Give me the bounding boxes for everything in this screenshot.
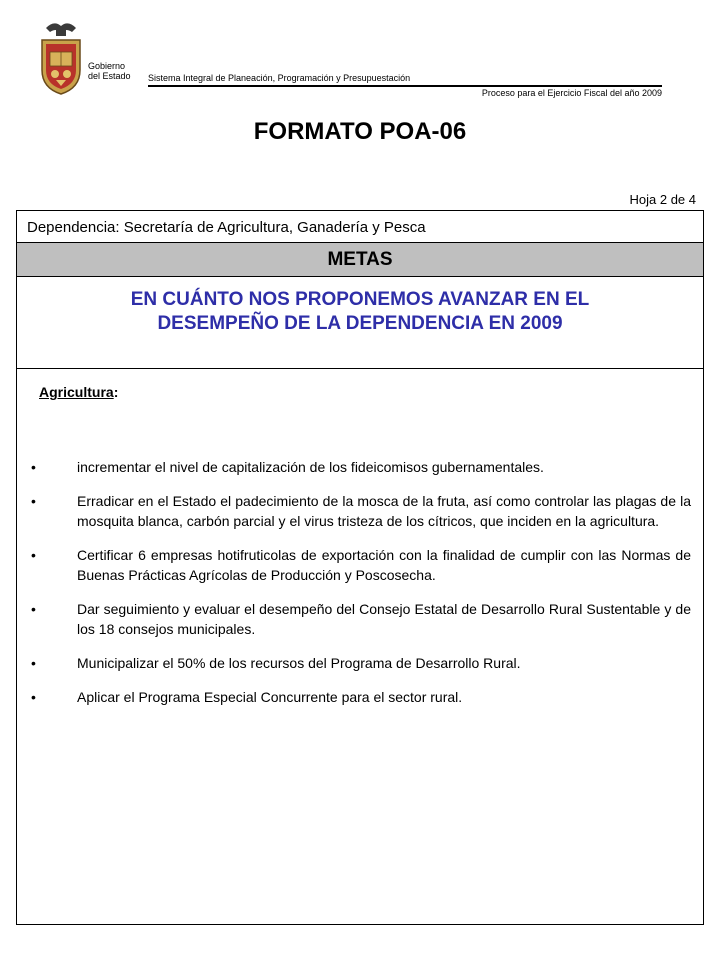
system-title: Sistema Integral de Planeación, Programación y Presupuestación (148, 73, 411, 83)
list-item-text: Certificar 6 empresas hotifruticolas de exportación con la finalidad de cumplir con las Normas de Buenas Prácticas Agrícolas de Producción y Poscosecha. (77, 547, 691, 583)
page-indicator: Hoja 2 de 4 (629, 192, 696, 207)
goals-list (29, 457, 691, 721)
list-item-text: incrementar el nivel de capitalización de los fideicomisos gubernamentales. (77, 459, 544, 475)
subtitle-line-1: EN CUÁNTO NOS PROPONEMOS AVANZAR EN EL (130, 289, 590, 310)
government-label (88, 61, 131, 81)
section-label-text: Agricultura (39, 384, 114, 400)
subtitle-line-2: DESEMPEÑO DE LA DEPENDENCIA EN 2009 (157, 313, 563, 334)
bullet-icon: • (31, 493, 36, 509)
list-item-text: Aplicar el Programa Especial Concurrente para el sector rural. (77, 689, 463, 705)
bullet-icon: • (31, 655, 36, 671)
list-item (29, 687, 691, 707)
process-line: Proceso para el Ejercicio Fiscal del año 2009 (481, 88, 662, 98)
bullet-icon: • (31, 689, 36, 705)
goals-subtitle (17, 277, 703, 369)
list-item (29, 653, 691, 673)
metas-heading: METAS (17, 243, 703, 277)
bullet-icon: • (31, 459, 36, 475)
list-item-text: Dar seguimiento y evaluar el desempeño del Consejo Estatal de Desarrollo Rural Sustentable y de los 18 consejos municipales. (77, 601, 691, 637)
list-item (29, 599, 691, 639)
bullet-icon: • (31, 547, 36, 563)
list-item (29, 545, 691, 585)
government-line-2: del Estado (88, 71, 131, 81)
section-label (39, 384, 118, 400)
header-divider (148, 85, 662, 87)
bullet-icon: • (31, 601, 36, 617)
section-label-colon: : (113, 384, 119, 400)
dependency-row: Dependencia: Secretaría de Agricultura, Ganadería y Pesca (17, 211, 703, 243)
list-item-text: Erradicar en el Estado el padecimiento de la mosca de la fruta, así como controlar las plagas de la mosquita blanca, carbón parcial y el virus tristeza de los cítricos, que inciden en la agricultura. (77, 493, 691, 529)
state-coat-of-arms-icon (36, 18, 86, 96)
goals-table (16, 210, 704, 925)
list-item (29, 491, 691, 531)
document-title: FORMATO POA-06 (253, 118, 467, 145)
government-line-1: Gobierno (88, 61, 126, 71)
list-item-text: Municipalizar el 50% de los recursos del Programa de Desarrollo Rural. (77, 655, 521, 671)
list-item (29, 457, 691, 477)
